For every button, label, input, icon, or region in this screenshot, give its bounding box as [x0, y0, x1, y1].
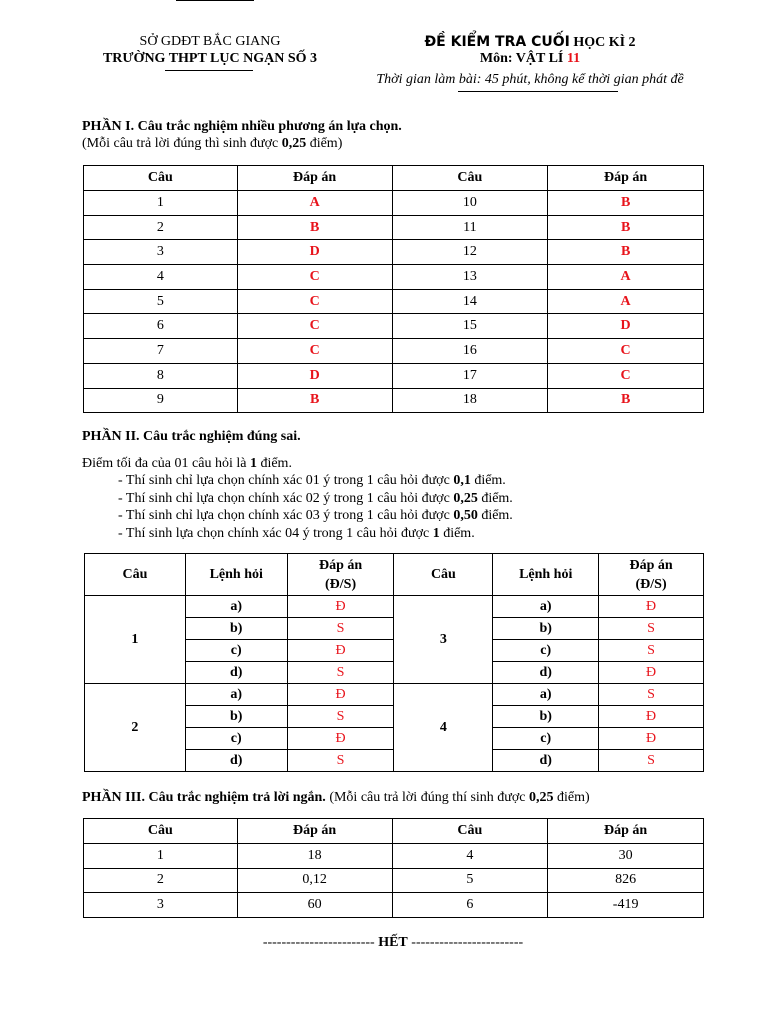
true-false-answer: S — [287, 706, 394, 728]
rule-points: 0,1 — [453, 473, 471, 488]
answer-choice: C — [548, 339, 704, 364]
part3-header-answer: Đáp án — [548, 819, 704, 844]
part1-row — [84, 289, 704, 314]
part2-header-statement: Lệnh hỏi — [185, 554, 287, 596]
question-number: 4 — [394, 684, 493, 772]
statement-label: b) — [185, 618, 287, 640]
true-false-answer: S — [599, 750, 704, 772]
statement-label: c) — [185, 728, 287, 750]
true-false-answer: Đ — [599, 662, 704, 684]
true-false-answer: S — [599, 618, 704, 640]
rule-suffix: điểm. — [477, 490, 513, 506]
part1-note-post: điểm) — [306, 136, 343, 151]
header-answer-format: (Đ/S) — [635, 576, 667, 592]
part1-row — [84, 339, 704, 364]
part2-max-post: điểm. — [256, 456, 292, 471]
short-answer: 0,12 — [237, 868, 392, 893]
part2-rule — [118, 525, 513, 543]
answer-choice: B — [548, 388, 704, 413]
answer-choice: C — [548, 363, 704, 388]
true-false-answer: Đ — [287, 640, 394, 662]
question-number: 1 — [85, 596, 186, 684]
part1-row — [84, 215, 704, 240]
answer-choice: A — [548, 265, 704, 290]
part3-note-post: điểm) — [553, 790, 590, 805]
part1-answer-table — [83, 165, 704, 413]
true-false-answer: Đ — [599, 728, 704, 750]
rule-text: - Thí sinh lựa chọn chính xác 04 ý trong 1 câu hỏi được — [118, 525, 433, 541]
answer-choice: C — [237, 314, 392, 339]
question-number: 15 — [392, 314, 548, 339]
question-number: 4 — [84, 265, 238, 290]
part1-row — [84, 191, 704, 216]
answer-choice: D — [237, 240, 392, 265]
part1-note-points: 0,25 — [281, 136, 307, 151]
statement-label: c) — [493, 728, 599, 750]
part3-header-question: Câu — [84, 819, 238, 844]
part3-note-pre: (Mỗi câu trả lời đúng thí sinh được — [325, 790, 530, 805]
question-number: 3 — [394, 596, 493, 684]
part2-rules — [118, 472, 513, 542]
question-number: 11 — [392, 215, 548, 240]
part2-max-pre: Điểm tối đa của 01 câu hỏi là — [82, 456, 250, 471]
question-number: 2 — [84, 868, 238, 893]
question-number: 9 — [84, 388, 238, 413]
true-false-answer: S — [599, 640, 704, 662]
end-label: HẾT — [378, 935, 408, 950]
statement-label: d) — [185, 750, 287, 772]
true-false-answer: Đ — [599, 596, 704, 618]
part2-header-answer — [287, 554, 394, 596]
part1-title: PHẦN I. Câu trắc nghiệm nhiều phương án lựa chọn. — [82, 119, 402, 134]
part1-header-row — [84, 166, 704, 191]
question-number: 5 — [392, 868, 548, 893]
part2-rule — [118, 472, 513, 490]
header-answer-format: (Đ/S) — [325, 576, 357, 592]
answer-choice: B — [548, 191, 704, 216]
question-number: 16 — [392, 339, 548, 364]
answer-choice: B — [548, 215, 704, 240]
question-number: 7 — [84, 339, 238, 364]
end-marker — [0, 935, 768, 951]
part2-header-row — [85, 554, 704, 596]
answer-choice: B — [237, 215, 392, 240]
question-number: 12 — [392, 240, 548, 265]
true-false-answer: Đ — [599, 706, 704, 728]
part1-note-pre: (Mỗi câu trả lời đúng thì sinh được — [82, 136, 282, 151]
exam-title-term: HỌC KÌ 2 — [573, 35, 636, 50]
part2-row — [85, 684, 704, 706]
rule-suffix: điểm. — [477, 508, 513, 523]
school-underline — [165, 70, 253, 71]
question-number: 6 — [84, 314, 238, 339]
short-answer: 30 — [548, 844, 704, 869]
question-number: 2 — [85, 684, 186, 772]
time-prefix: Thời gian làm bài — [376, 72, 477, 87]
question-number: 1 — [84, 844, 238, 869]
rule-text: - Thí sinh chỉ lựa chọn chính xác 01 ý trong 1 câu hỏi được — [118, 473, 454, 488]
question-number: 6 — [392, 893, 548, 918]
end-dashes-left: ------------------------ — [262, 935, 379, 950]
true-false-answer: Đ — [287, 728, 394, 750]
part3-heading — [82, 790, 590, 806]
question-number: 18 — [392, 388, 548, 413]
school-name: TRƯỜNG THPT LỤC NGẠN SỐ 3 — [102, 51, 318, 66]
rule-suffix: điểm. — [439, 525, 475, 541]
answer-choice: A — [237, 191, 392, 216]
statement-label: d) — [493, 662, 599, 684]
answer-choice: C — [237, 265, 392, 290]
exam-title — [340, 34, 720, 51]
part3-row — [84, 868, 704, 893]
statement-label: c) — [493, 640, 599, 662]
statement-label: a) — [493, 684, 599, 706]
true-false-answer: Đ — [287, 596, 394, 618]
true-false-answer: S — [287, 750, 394, 772]
question-number: 8 — [84, 363, 238, 388]
part3-header-row — [84, 819, 704, 844]
part3-row — [84, 893, 704, 918]
part3-header-question: Câu — [392, 819, 548, 844]
answer-choice: C — [237, 289, 392, 314]
department-name: SỞ GDĐT BẮC GIANG — [139, 34, 281, 49]
question-number: 4 — [392, 844, 548, 869]
statement-label: b) — [493, 618, 599, 640]
part3-note-points: 0,25 — [529, 790, 554, 805]
answer-choice: C — [237, 339, 392, 364]
header-answer-label: Đáp án — [318, 557, 363, 573]
short-answer: -419 — [548, 893, 704, 918]
rule-text: - Thí sinh chỉ lựa chọn chính xác 02 ý trong 1 câu hỏi được — [118, 490, 454, 506]
rule-suffix: điểm. — [470, 473, 506, 488]
statement-label: c) — [185, 640, 287, 662]
part2-rule — [118, 507, 513, 525]
short-answer: 60 — [237, 893, 392, 918]
answer-choice: D — [548, 314, 704, 339]
question-number: 3 — [84, 240, 238, 265]
statement-label: d) — [185, 662, 287, 684]
part3-short-answer-table — [83, 818, 704, 918]
answer-choice: B — [237, 388, 392, 413]
part3-header-answer: Đáp án — [237, 819, 392, 844]
question-number: 10 — [392, 191, 548, 216]
statement-label: a) — [185, 596, 287, 618]
part2-true-false-table — [84, 553, 704, 772]
true-false-answer: S — [287, 618, 394, 640]
rule-points: 1 — [432, 525, 440, 541]
question-number: 13 — [392, 265, 548, 290]
part2-row — [85, 596, 704, 618]
answer-choice: B — [548, 240, 704, 265]
part2-header-question: Câu — [85, 554, 186, 596]
question-number: 3 — [84, 893, 238, 918]
time-underline — [458, 91, 618, 92]
rule-text: - Thí sinh chỉ lựa chọn chính xác 03 ý trong 1 câu hỏi được — [118, 508, 454, 523]
true-false-answer: S — [599, 684, 704, 706]
part1-header-answer: Đáp án — [237, 166, 392, 191]
statement-label: b) — [493, 706, 599, 728]
part1-note — [82, 136, 342, 152]
true-false-answer: S — [287, 662, 394, 684]
rule-points: 0,25 — [453, 490, 478, 506]
time-rest: : 45 phút, không kể thời gian phát đề — [476, 72, 684, 87]
part2-header-answer — [599, 554, 704, 596]
part3-row — [84, 844, 704, 869]
short-answer: 826 — [548, 868, 704, 893]
answer-choice: D — [237, 363, 392, 388]
part1-row — [84, 240, 704, 265]
part2-title: PHẦN II. Câu trắc nghiệm đúng sai. — [82, 429, 301, 444]
time-line — [340, 72, 720, 88]
question-number: 2 — [84, 215, 238, 240]
part1-header-question: Câu — [84, 166, 238, 191]
part1-row — [84, 314, 704, 339]
subject-grade: 11 — [566, 51, 581, 66]
short-answer: 18 — [237, 844, 392, 869]
end-dashes-right: ------------------------ — [407, 935, 524, 950]
statement-label: b) — [185, 706, 287, 728]
part2-max-score — [82, 456, 292, 472]
part1-row — [84, 363, 704, 388]
question-number: 1 — [84, 191, 238, 216]
part2-rule — [118, 490, 513, 508]
exam-title-main: ĐỀ KIỂM TRA CUỐI — [424, 34, 570, 50]
true-false-answer: Đ — [287, 684, 394, 706]
header-answer-label: Đáp án — [629, 557, 673, 573]
part1-header-answer: Đáp án — [548, 166, 704, 191]
rule-points: 0,50 — [453, 508, 478, 523]
header-top-rule — [176, 0, 254, 1]
part1-header-question: Câu — [392, 166, 548, 191]
subject-label: Môn: VẬT LÍ — [479, 51, 564, 66]
answer-choice: A — [548, 289, 704, 314]
part1-row — [84, 388, 704, 413]
part3-title: PHẦN III. Câu trắc nghiệm trả lời ngắn. — [82, 790, 326, 805]
part2-max-points: 1 — [249, 456, 257, 471]
statement-label: a) — [185, 684, 287, 706]
subject-line — [340, 51, 720, 67]
question-number: 14 — [392, 289, 548, 314]
question-number: 5 — [84, 289, 238, 314]
statement-label: d) — [493, 750, 599, 772]
part1-row — [84, 265, 704, 290]
question-number: 17 — [392, 363, 548, 388]
statement-label: a) — [493, 596, 599, 618]
part2-header-question: Câu — [394, 554, 493, 596]
part2-header-statement: Lệnh hỏi — [493, 554, 599, 596]
